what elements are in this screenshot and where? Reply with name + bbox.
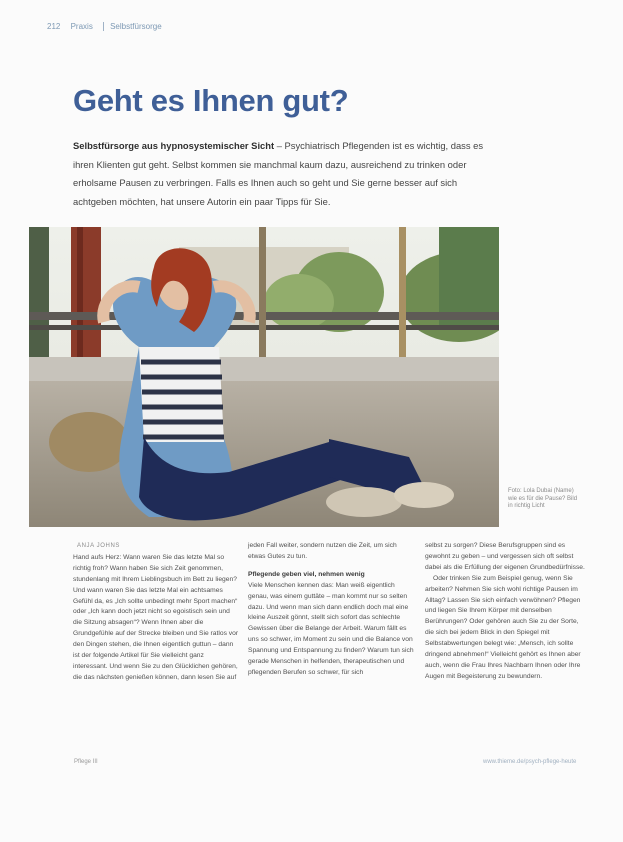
photo-caption: Foto: Lola Dubai (Name) wie es für die Pause? Bild in richtig Licht <box>508 488 578 509</box>
lead-bold: Selbstfürsorge aus hypnosystemischer Sicht <box>73 140 275 151</box>
section-label: Praxis <box>70 22 93 31</box>
lead-text: – Psychiatrisch Pflegenden ist es wichtig, dass es ihren Klienten gut geht. Selbst kommen sie manchmal kaum dazu, ausreichend zu trinken oder erholsame Pausen zu verbringen. Falls es Ihnen auch so geht und Sie gerne besser auf sich achtgeben möchten, hat unsere Autorin ein paar Tipps für Sie. <box>73 140 484 207</box>
column-2-subheading: Pflegende geben viel, nehmen wenig <box>248 570 365 578</box>
column-3-text: Oder trinken Sie zum Beispiel genug, wenn Sie arbeiten? Nehmen Sie sich wohl richtige Pausen im Alltag? Lassen Sie sich einfach verwöhnen? Pflegen und liegen Sie Ihrem Körper mit denselben Berührungen? Oder gehören auch Sie zu der Sorte, die sich bei jedem Blick in den Spiegel mit Selbstabwertungen belegt wie: „Mensch, ich sollte dringend abnehmen!“ Vielleicht gehört es Ihnen aber auch, wenn die Frau Ihres Nachbarn Ihnen oder Ihre Augen mit Begeisterung zu bewundern. <box>425 574 581 680</box>
footer-right: www.thieme.de/psych-pflege-heute <box>483 759 577 765</box>
column-1-text: Hand aufs Herz: Wann waren Sie das letzte Mal so richtig froh? Wann haben Sie sich Zeit genommen, stundenlang mit Ihrem Lieblingsbuch im Bett zu liegen? Und wann waren Sie das letzte Mal ein achtsames Gefühl da, es „Ich sollte unbedingt mehr Sport machen“ oder „Ich kann doch jetzt nicht so egoistisch sein und die Sitzung absagen“? Wenn Ihnen aber die Grundgefühle auf der Strecke bleiben und Sie ratlos vor den Dingen stehen, die Ihnen eigentlich guttun – dann ist der folgende Artikel für Sie vielleicht ganz interessant. Und wenn Sie zu den Glücklichen gehören, die das nächsten genießen können, dann lesen Sie auf <box>73 553 239 681</box>
page-header <box>47 22 170 31</box>
column-2-text: Viele Menschen kennen das: Man weiß eigentlich genau, was einem guttäte – man kommt nur so selten dazu. Und wenn man sich dann endlich doch mal eine kleine Auszeit gönnt, stellt sich sofort das schlechte Gewissen über die Belange der Arbeit. Warum fällt es uns so schwer, im Moment zu sein und die Balance von Spannung und Entspannung zu finden? Warum tun sich gerade Menschen in helfenden, therapeutischen und pflegenden Berufen so schwer, für sich <box>248 581 414 676</box>
column-3-intro: selbst zu sorgen? Diese Berufsgruppen sind es gewohnt zu geben – und vergessen sich oft selbst dabei als die Erfüllung der eigenen Grundbedürfnisse. <box>425 542 585 571</box>
column-1 <box>73 541 239 684</box>
column-2 <box>248 541 414 679</box>
article-title: Geht es Ihnen gut? <box>73 83 349 118</box>
article-photo <box>29 227 499 527</box>
photo-illustration <box>29 227 499 527</box>
column-3 <box>425 541 589 683</box>
article-lead <box>73 137 498 211</box>
page-number: 212 <box>47 22 61 31</box>
author-name: ANJA JOHNS <box>77 543 121 549</box>
footer-left: Pflege III <box>74 759 98 765</box>
column-2-intro: jeden Fall weiter, sondern nutzen die Zeit, um sich etwas Gutes zu tun. <box>248 542 397 560</box>
topic-label: Selbstfürsorge <box>103 22 162 31</box>
